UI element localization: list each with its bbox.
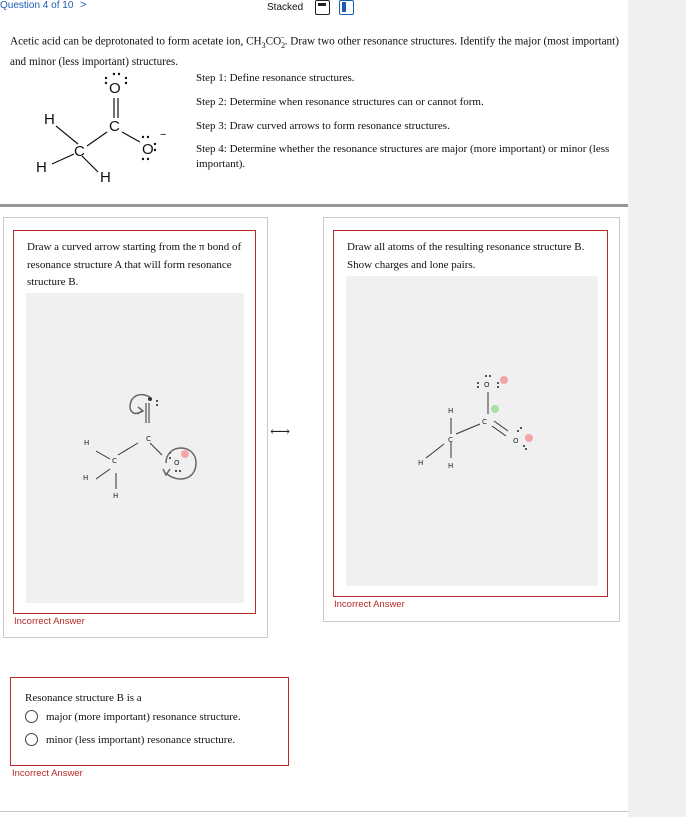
step-1: Step 1: Define resonance structures. — [196, 72, 355, 84]
a-atom-O-right: O — [174, 459, 180, 467]
b-atom-H-top: H — [448, 407, 454, 415]
question-counter[interactable]: Question 4 of 10 — [0, 0, 74, 11]
atom-O-right: O — [142, 141, 154, 158]
structure-a-drawing — [26, 293, 244, 603]
b-atom-H-bottom: H — [448, 462, 454, 470]
panel-a-feedback: Incorrect Answer — [14, 616, 85, 627]
question-text: Acetic acid can be deprotonated to form acetate ion, $CH_3CO_2^-$. Draw two other resonance structures. Identify the major (most important) and minor (less important) structures. — [10, 33, 619, 68]
atom-H-bottom: H — [100, 169, 111, 186]
right-margin-strip — [628, 0, 686, 817]
multiple-choice-box — [10, 677, 289, 766]
structure-b-drawing — [346, 276, 598, 586]
mc-option-minor[interactable] — [25, 733, 235, 746]
panel-a-drawing-canvas[interactable] — [26, 293, 244, 603]
stacked-view-icon[interactable] — [315, 0, 330, 15]
b-negative-charge-icon-2 — [525, 434, 533, 442]
atom-C-methyl: C — [74, 143, 85, 160]
panel-a-instruction: Draw a curved arrow starting from the π bond of resonance structure A that will form resonance structure B. — [27, 241, 242, 288]
bottom-border — [0, 811, 628, 812]
atom-H-left: H — [36, 159, 47, 176]
mc-option-major[interactable] — [25, 710, 241, 723]
b-negative-charge-icon — [500, 376, 508, 384]
step-hints — [196, 70, 616, 180]
resonance-arrow-icon: ⟷ — [270, 425, 291, 440]
mc-option-major-label: major (more important) resonance structure. — [46, 710, 241, 723]
b-atom-O-top: O — [484, 381, 490, 389]
mc-prompt: Resonance structure B is a — [25, 692, 142, 704]
a-negative-charge-icon — [181, 450, 189, 458]
atom-H-top: H — [44, 111, 55, 128]
b-positive-charge-icon — [491, 405, 499, 413]
a-atom-C-methyl: C — [112, 457, 117, 465]
atom-O-top: O — [109, 80, 121, 97]
b-atom-O-right: O — [513, 437, 519, 445]
a-atom-C-carbonyl: C — [146, 435, 151, 443]
a-atom-H-bottom: H — [113, 492, 119, 500]
panel-a-answer-box — [13, 230, 256, 614]
atom-C-carbonyl: C — [109, 118, 120, 135]
acetate-molecule-diagram — [30, 70, 180, 190]
panel-b-answer-box — [333, 230, 608, 597]
b-atom-H-left: H — [418, 459, 424, 467]
panel-b-feedback: Incorrect Answer — [334, 599, 405, 610]
mc-feedback: Incorrect Answer — [12, 768, 83, 779]
step-4: Step 4: Determine whether the resonance structures are major (more important) or minor (less important). — [196, 143, 610, 170]
panel-b-instruction: Draw all atoms of the resulting resonance structure B. Show charges and lone pairs. — [347, 241, 585, 271]
side-by-side-view-icon[interactable] — [339, 0, 354, 15]
b-atom-C-methyl: C — [448, 436, 453, 444]
section-divider — [0, 204, 628, 207]
view-mode-label: Stacked — [267, 2, 304, 13]
radio-minor[interactable] — [25, 733, 38, 746]
step-2: Step 2: Determine when resonance structures can or cannot form. — [196, 96, 484, 108]
b-atom-C-carbonyl: C — [482, 418, 487, 426]
panel-b-drawing-canvas[interactable] — [346, 276, 598, 586]
mc-option-minor-label: minor (less important) resonance structure. — [46, 733, 236, 746]
a-atom-H-left: H — [83, 474, 89, 482]
negative-charge: − — [160, 129, 167, 141]
top-navigation-bar — [0, 0, 628, 20]
step-3: Step 3: Draw curved arrows to form resonance structures. — [196, 120, 450, 132]
next-question-chevron-icon[interactable]: > — [80, 0, 87, 11]
a-atom-H-top: H — [84, 439, 90, 447]
radio-major[interactable] — [25, 710, 38, 723]
